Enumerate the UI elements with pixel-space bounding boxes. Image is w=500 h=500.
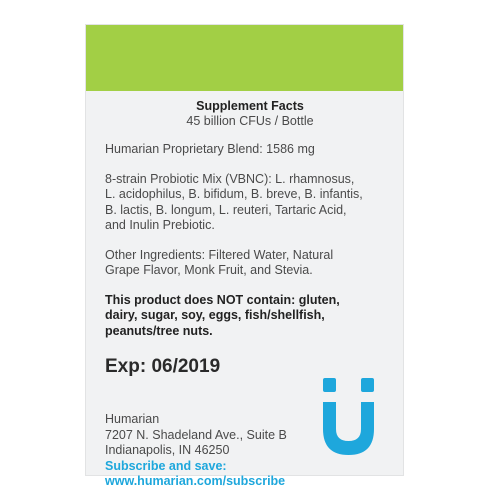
allergen-notice-line: This product does NOT contain: gluten, — [105, 292, 340, 307]
allergen-notice-line: peanuts/tree nuts. — [105, 323, 213, 338]
other-ingredients — [105, 248, 395, 279]
probiotic-mix-line: 8-strain Probiotic Mix (VBNC): L. rhamnosus, — [105, 171, 355, 186]
green-header-band — [86, 25, 403, 91]
probiotic-mix-line: B. lactis, B. longum, L. reuteri, Tartaric Acid, — [105, 202, 347, 217]
expiration-date: Exp: 06/2019 — [105, 356, 221, 377]
allergen-notice-line: dairy, sugar, soy, eggs, fish/shellfish, — [105, 308, 325, 322]
product-label — [85, 24, 404, 488]
proprietary-blend: Humarian Proprietary Blend: 1586 mg — [105, 142, 315, 156]
company-name: Humarian — [105, 412, 160, 426]
allergen-notice — [105, 293, 395, 340]
humarian-u-logo-icon — [321, 375, 376, 457]
subscribe-link[interactable]: www.humarian.com/subscribe — [105, 474, 286, 488]
other-ingredients-line: Other Ingredients: Filtered Water, Natural — [105, 247, 334, 262]
subscribe-label: Subscribe and save: — [105, 458, 227, 473]
panel-title: Supplement Facts — [196, 99, 304, 113]
probiotic-mix-line: and Inulin Prebiotic. — [105, 218, 215, 232]
probiotic-mix-line: L. acidophilus, B. bifidum, B. breve, B. infantis, — [105, 187, 363, 201]
street-address: 7207 N. Shadeland Ave., Suite B — [105, 427, 287, 442]
city-state-zip: Indianapolis, IN 46250 — [105, 443, 230, 457]
other-ingredients-line: Grape Flavor, Monk Fruit, and Stevia. — [105, 263, 313, 277]
panel-subtitle: 45 billion CFUs / Bottle — [186, 114, 314, 128]
probiotic-mix — [105, 172, 395, 234]
